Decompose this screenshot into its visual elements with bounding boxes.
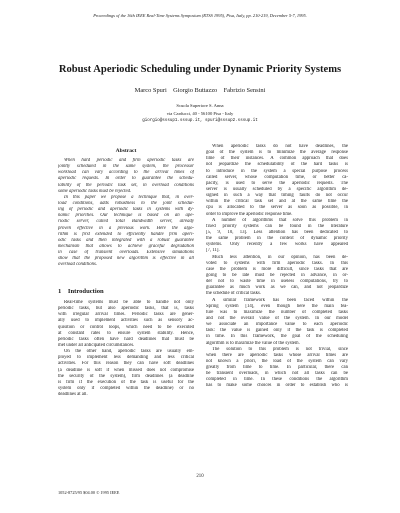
text-line: activities. For this reason they can have soft deadlines bbox=[58, 361, 194, 367]
text-line: [7, 11]. bbox=[206, 248, 220, 254]
text-line: On the other hand, aperiodic tasks are usually em- bbox=[64, 349, 194, 355]
text-line: voted to systems with firm aperiodic tasks. In this bbox=[206, 260, 348, 266]
text-line: periodic tasks often have hard deadlines that must be bbox=[58, 336, 194, 342]
text-line: at constant rates to ensure system stability. Hence, bbox=[58, 330, 194, 336]
text-line: odic tasks and then integrated with a robust guarantee bbox=[58, 237, 194, 243]
abstract-heading: Abstract bbox=[115, 148, 137, 154]
text-line: ally used to implement activities such as sensory ac- bbox=[58, 318, 194, 324]
text-line: not jeopardize the schedulability of the hard tasks is bbox=[206, 162, 348, 168]
text-line: going to be late must be rejected in advance, in or- bbox=[206, 272, 348, 278]
text-line: has to make some choices in order to establish who is bbox=[206, 383, 348, 389]
text-line: Real-time systems must be able to handle not only bbox=[64, 300, 194, 305]
text-line: to introduce in the system a special purpose process bbox=[206, 168, 348, 174]
copyright-footer: 1052-8725/95 $04.00 © 1995 IEEE bbox=[58, 490, 120, 495]
text-line: system only if completed within the deadline) or no bbox=[58, 385, 194, 391]
text-line: algorithm is to maximize the value of the system. bbox=[206, 340, 300, 346]
text-line: some aperiodic tasks must be rejected. bbox=[58, 188, 132, 194]
text-line: case the problem is more difficult, since tasks that are bbox=[206, 266, 348, 272]
text-line: with irregular arrival times. Periodic tasks are gener- bbox=[58, 312, 194, 318]
text-line: signed in such a way that timing faults do not occur bbox=[206, 193, 348, 199]
introduction-body bbox=[58, 300, 194, 398]
text-line: Spring system [14], even though here the main fea- bbox=[206, 303, 348, 309]
text-line: goal of the system is to minimize the average response bbox=[206, 150, 348, 156]
text-line: fixed priority systems can be found in the literature bbox=[206, 223, 348, 229]
text-line: A number of algorithms that solve this problem in bbox=[212, 217, 348, 223]
text-line: called server, whose computation time, or better ca- bbox=[206, 174, 348, 180]
text-line: In this paper we propose a technique that, in over- bbox=[64, 194, 194, 200]
text-line: proven effective in a previous work. Here the algo- bbox=[58, 225, 194, 231]
text-line: systems. Only recently a few works have appeared bbox=[206, 242, 348, 248]
abstract-body bbox=[58, 158, 194, 269]
text-line: (a deadline is soft if when missed does not compromise bbox=[58, 367, 194, 373]
paper-title: Robust Aperiodic Scheduling under Dynamic Priority Systems bbox=[58, 64, 342, 75]
right-column-body bbox=[206, 144, 348, 390]
text-line: in time. In this framework, the goal of the scheduling bbox=[206, 334, 348, 340]
text-line: guarantee as much work as we can, and not jeopardize bbox=[206, 285, 348, 291]
text-line: When hard periodic and firm aperiodic tasks are bbox=[64, 158, 194, 163]
text-line: show that the proposed new algorithm is effective in all bbox=[58, 256, 194, 262]
text-line: ployed to implement less demanding and less critical bbox=[58, 355, 194, 361]
proceedings-header: Proceedings of the 16th IEEE Real-Time Systems Symposium (RTSS 1995), Pisa, Italy, pp. 210-219, December 5-7, 1995. bbox=[93, 13, 307, 18]
text-line: task: the value is gained only if the task is completed bbox=[206, 328, 348, 334]
text-line: in case of transient overloads. Extensive simulations bbox=[58, 250, 194, 256]
author-list: Marco Spuri Giorgio Buttazzo Fabrizio Sensini bbox=[134, 87, 266, 94]
section-heading-introduction: 1 Introduction bbox=[58, 288, 104, 295]
text-line: workload can vary according to the arrival times of bbox=[58, 170, 194, 176]
text-line: be transient overloads, in which not all tasks can be bbox=[206, 371, 348, 377]
text-line: time of their instances. A common approach that does bbox=[206, 156, 348, 162]
text-line: periodic tasks, but also aperiodic tasks, that is, tasks bbox=[58, 306, 194, 312]
text-line: within the critical task set and at the same time the bbox=[206, 199, 348, 205]
text-line: order to improve the aperiodic response time. bbox=[206, 211, 293, 217]
affiliation-email: giorgio@sssup1.sssup.it, spuri@sssup2.sssup.it bbox=[142, 119, 258, 123]
text-line: not known a priori, the load of the system can vary bbox=[206, 358, 348, 364]
text-line: overload conditions. bbox=[58, 262, 98, 268]
text-line: is firm if the execution of the task is useful for the bbox=[58, 379, 194, 385]
text-line: when there are aperiodic tasks whose arrival times are bbox=[206, 352, 348, 358]
text-line: ing of periodic and aperiodic tasks in systems with dy- bbox=[58, 207, 194, 213]
text-line: deadlines at all. bbox=[58, 392, 88, 398]
text-line: [5, 9, 10, 13]. Less attention has been dedicated to bbox=[206, 229, 348, 235]
text-line: we associate an importance value to each aperiodic bbox=[206, 322, 348, 328]
text-line: the same problem in the context of dynamic priority bbox=[206, 236, 348, 242]
text-line: riodic server, called Total Bandwidth server, already bbox=[58, 219, 194, 225]
text-line: met under all anticipated circumstances. bbox=[58, 342, 135, 348]
text-line: aperiodic requests. In order to guarantee the schedu- bbox=[58, 176, 194, 182]
text-line: The solution to this problem is not trivial, since bbox=[212, 346, 348, 352]
affiliation-institution: Scuola Superiore S. Anna bbox=[176, 103, 224, 108]
text-line: ture was to maximize the number of completed tasks bbox=[206, 309, 348, 315]
text-line: completed in time. In these conditions the algorithm bbox=[206, 377, 348, 383]
text-line: rithm is first extended to efficiently handle firm aperi- bbox=[58, 231, 194, 237]
text-line: quisition or control loops, which need to be executed bbox=[58, 324, 194, 330]
text-line: A similar framework has been faced within the bbox=[212, 297, 348, 303]
text-line: Much less attention, in our opinion, has been de- bbox=[212, 254, 348, 260]
text-line: pacity, is used to serve the aperiodic requests. The bbox=[206, 180, 348, 186]
text-line: server is usually scheduled by a specific algorithm de- bbox=[206, 186, 348, 192]
text-line: jointly scheduled in the same system, the processor bbox=[58, 164, 194, 170]
affiliation-address: via Carducci, 40 - 56100 Pisa - Italy bbox=[166, 111, 234, 116]
text-line: the security of the system), firm deadlines (a deadline bbox=[58, 373, 194, 379]
text-line: the schedule of critical tasks. bbox=[206, 291, 262, 297]
text-line: mechanism that allows to achieve graceful degradation bbox=[58, 243, 194, 249]
page-number: 210 bbox=[196, 474, 204, 479]
text-line: lability of the periodic task set, in overload conditions bbox=[58, 182, 194, 188]
text-line: der not to waste time in useless computations, try to bbox=[206, 279, 348, 285]
text-line: and not the overall value of the system. In our model bbox=[206, 315, 348, 321]
text-line: When aperiodic tasks do not have deadlines, the bbox=[212, 144, 348, 149]
text-line: greatly from time to time. In particular, there can bbox=[206, 365, 348, 371]
text-line: namic priorities. Our technique is based on an ape- bbox=[58, 213, 194, 219]
text-line: load conditions, adds robustness to the joint schedul- bbox=[58, 200, 194, 206]
text-line: cpu is allocated to the server as soon as possible, in bbox=[206, 205, 348, 211]
